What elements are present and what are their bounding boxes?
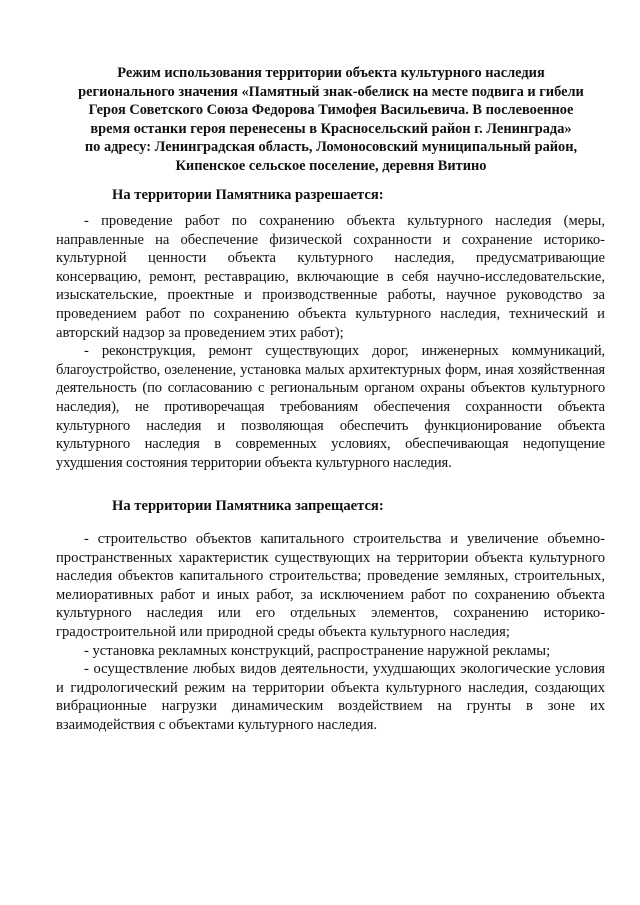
title-line: время останки героя перенесены в Красносельский район г. Ленинграда» [90,120,572,137]
allowed-heading: На территории Памятника разрешается: [112,187,384,203]
prohibited-heading: На территории Памятника запрещается: [112,498,384,514]
prohibited-section [56,530,605,735]
document-title [50,64,612,176]
allowed-item: - реконструкция, ремонт существующих дорог, инженерных коммуникаций, благоустройство, озеленение, установка малых архитектурных форм, иная хозяйственная деятельность (по согласованию с региональным органом охраны объектов культурного наследия), не противоречащая требованиям обеспечения сохранности объекта культурного наследия и позволяющая обеспечить функционирование объекта культурного наследия в современных условиях, обеспечивающая недопущение ухудшения состояния территории объекта культурного наследия. [56,343,605,471]
title-line: Режим использования территории объекта культурного наследия [117,65,545,81]
prohibited-item: - осуществление любых видов деятельности, ухудшающих экологические условия и гидрологический режим на территории объекта культурного наследия, создающих вибрационные нагрузки динамическим воздействием на грунты в зоне их взаимодействия с объектами культурного наследия. [56,661,605,733]
title-line: по адресу: Ленинградская область, Ломоносовский муниципальный район, [84,139,578,156]
allowed-item: - проведение работ по сохранению объекта культурного наследия (меры, направленные на обеспечение физической сохранности и сохранение историко-культурной ценности объекта культурного наследия, предусматривающие консервацию, ремонт, реставрацию, включающие в себя научно-исследовательские, изыскательские, проектные и производственные работы, научное руководство за проведением работ по сохранению объекта культурного наследия, технический и авторский надзор за проведением этих работ); [56,213,605,341]
title-line: Героя Советского Союза Федорова Тимофея Васильевича. В послевоенное [88,102,574,119]
prohibited-item: - строительство объектов капитального строительства и увеличение объемно-пространственных характеристик существующих на территории объекта культурного наследия объектов капитального строительства; проведение земляных, строительных, мелиоративных работ и иных работ, за исключением работ по сохранению объекта культурного наследия или его отдельных элементов, сохранению историко-градостроительной или природной среды объекта культурного наследия; [56,531,605,640]
title-line: регионального значения «Памятный знак-обелиск на месте подвига и гибели [78,83,584,100]
title-line: Кипенское сельское поселение, деревня Витино [175,157,487,174]
prohibited-item: - установка рекламных конструкций, распространение наружной рекламы; [84,642,551,659]
allowed-section [56,212,605,472]
